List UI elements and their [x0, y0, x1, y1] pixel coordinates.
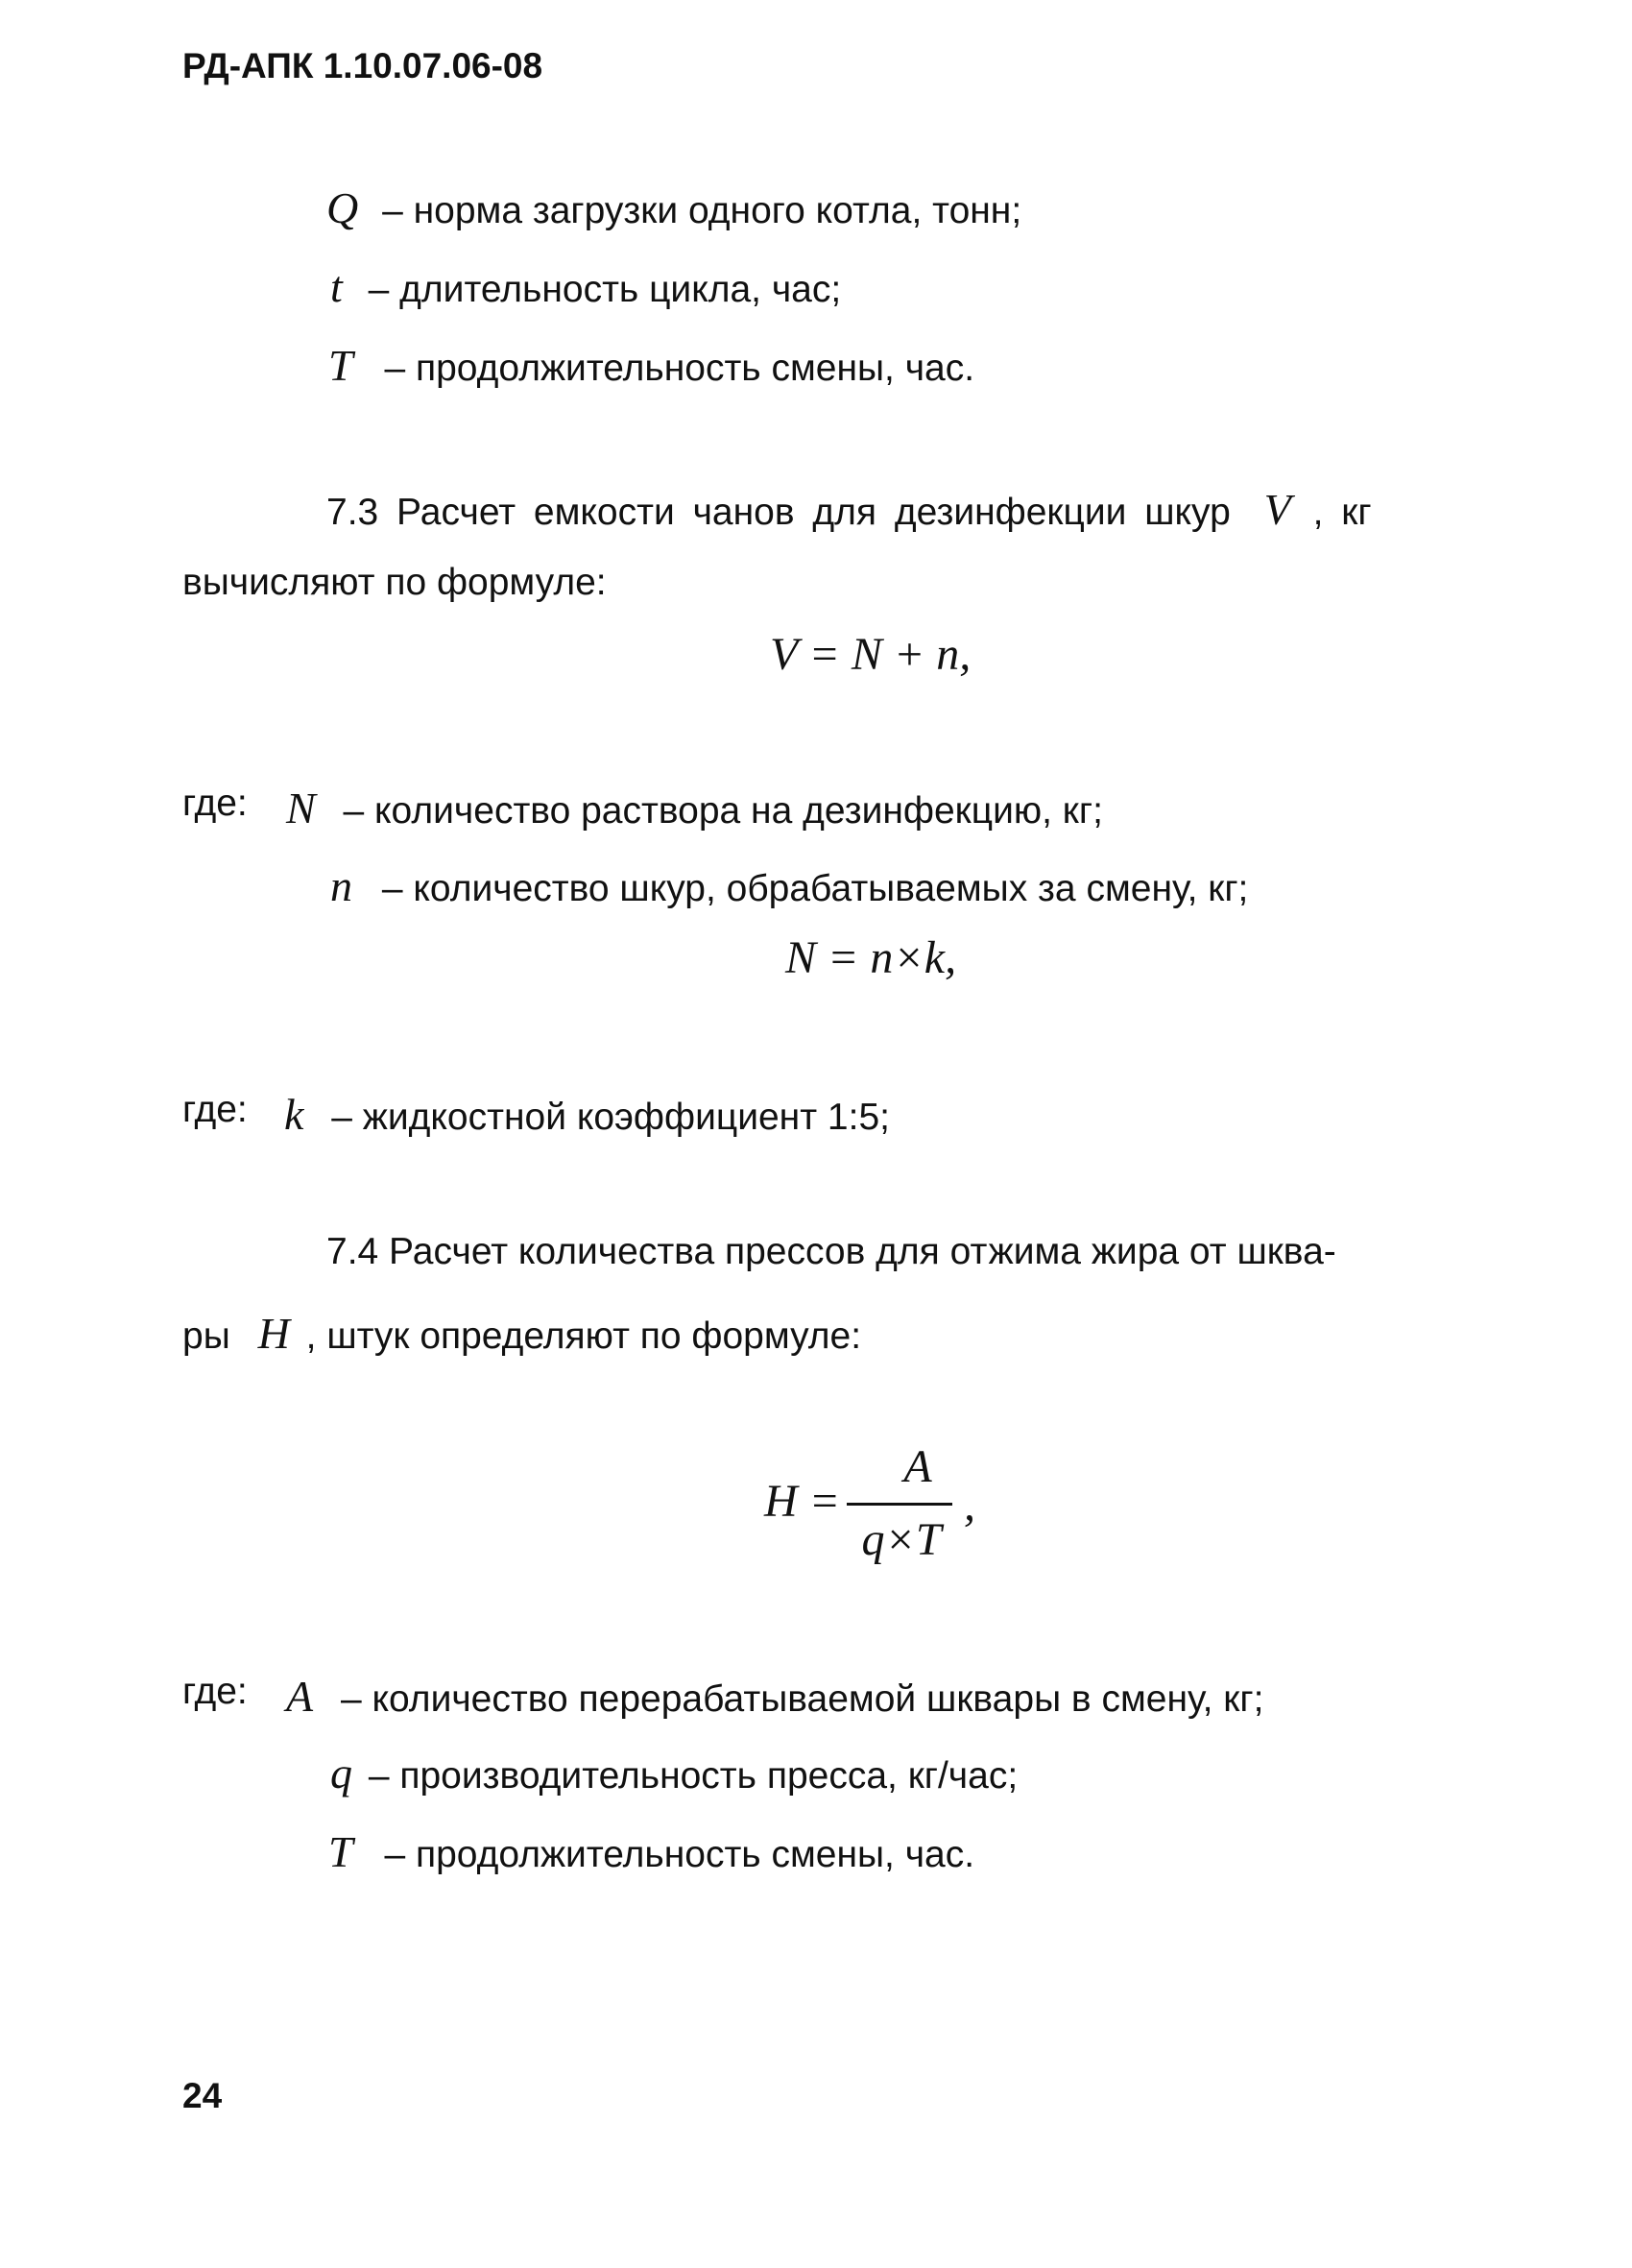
- where-label-2: где:: [182, 1089, 248, 1130]
- fraction-bar: [847, 1503, 952, 1506]
- page-number: 24: [182, 2076, 223, 2115]
- section-7-4-text-b: , штук определяют по формуле:: [305, 1315, 862, 1357]
- definition-a-text: – количество перерабатываемой шквары в смену, кг;: [340, 1678, 1264, 1720]
- symbol-a: A: [286, 1672, 314, 1721]
- section-7-4-line1: 7.4 Расчет количества прессов для отжима жира от шква-: [326, 1231, 1336, 1272]
- document-code-header: РД-АПК 1.10.07.06-08: [182, 46, 543, 85]
- definition-n-upper: [286, 783, 1103, 833]
- section-7-3-line1: [326, 484, 1372, 535]
- definition-n-upper-text: – количество раствора на дезинфекцию, кг;: [343, 790, 1103, 832]
- definition-n-lower: [330, 860, 1248, 911]
- symbol-k: k: [284, 1090, 304, 1139]
- symbol-q-lower: q: [330, 1749, 352, 1798]
- definition-t-lower-text: – длительность цикла, час;: [368, 269, 842, 310]
- formula-h-numerator: A: [903, 1441, 932, 1492]
- definition-k-text: – жидкостной коэффициент 1:5;: [331, 1097, 890, 1138]
- symbol-t-upper: T: [328, 341, 353, 390]
- section-7-3-text-b: , кг: [1312, 492, 1372, 533]
- formula-h-trailing-comma: ,: [964, 1480, 975, 1531]
- definition-t-upper: [328, 340, 974, 391]
- definition-q: [326, 182, 1021, 233]
- definition-t-upper-2-text: – продолжительность смены, час.: [384, 1834, 975, 1875]
- symbol-n-upper: N: [286, 784, 316, 832]
- section-7-3-line2: вычисляют по формуле:: [182, 562, 607, 603]
- formula-h-denominator: q×T: [861, 1514, 942, 1565]
- symbol-q: Q: [326, 183, 359, 232]
- symbol-v: V: [1263, 485, 1291, 534]
- formula-n: N = n×k,: [785, 932, 957, 983]
- definition-q-text: – норма загрузки одного котла, тонн;: [382, 190, 1022, 231]
- definition-t-lower: [330, 261, 841, 312]
- definition-q-lower: [330, 1748, 1018, 1798]
- section-7-4-line2: [182, 1308, 861, 1359]
- definition-t-upper-text: – продолжительность смены, час.: [384, 348, 975, 389]
- definition-a: [286, 1671, 1263, 1722]
- formula-v: V = N + n,: [770, 629, 972, 680]
- where-label-1: где:: [182, 783, 248, 824]
- definition-t-upper-2: [328, 1826, 974, 1877]
- section-7-3-text-a: 7.3 Расчет емкости чанов для дезинфекции шкур: [326, 492, 1231, 533]
- definition-k: [284, 1089, 890, 1140]
- symbol-h: H: [257, 1309, 290, 1358]
- definition-n-lower-text: – количество шкур, обрабатываемых за смену, кг;: [381, 868, 1249, 909]
- symbol-n-lower: n: [330, 861, 352, 910]
- symbol-t-lower: t: [330, 262, 343, 311]
- definition-q-lower-text: – производительность пресса, кг/час;: [368, 1755, 1019, 1797]
- where-label-3: где:: [182, 1671, 248, 1712]
- symbol-t-upper-2: T: [328, 1827, 353, 1876]
- formula-h-lhs: H =: [764, 1476, 841, 1527]
- section-7-4-text-a: ры: [182, 1315, 230, 1357]
